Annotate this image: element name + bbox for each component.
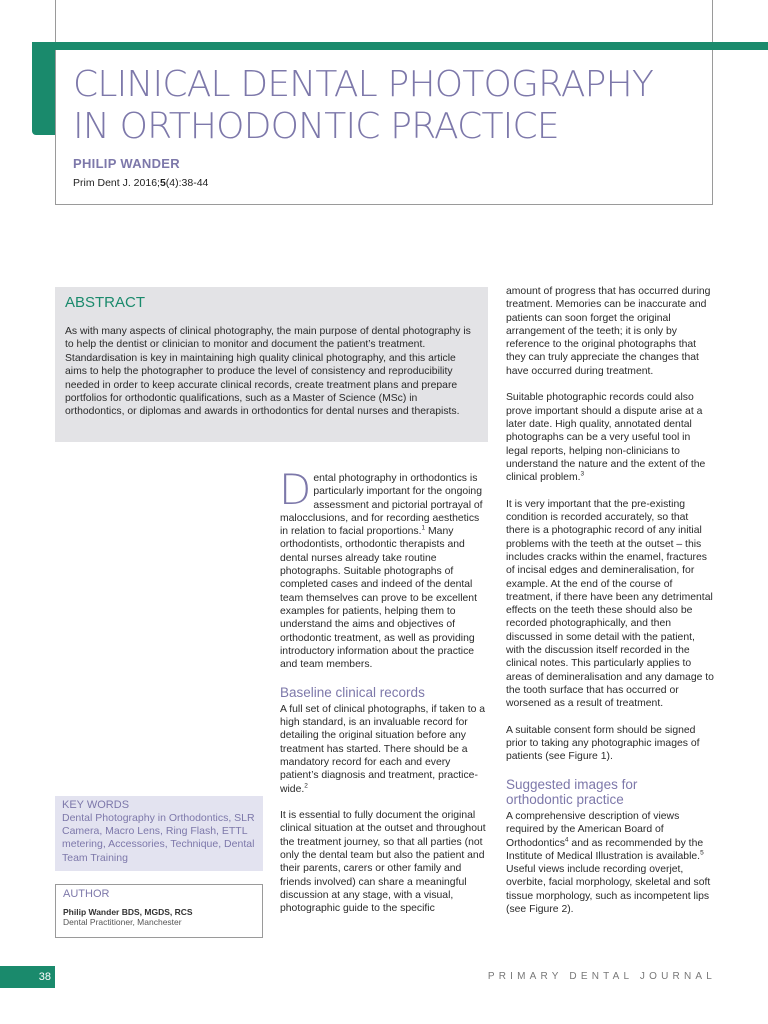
header-frame-left [55, 0, 56, 205]
suggested-heading-line-1: Suggested images for [506, 776, 638, 792]
article-citation [73, 177, 208, 189]
article-title-line-2: IN ORTHODONTIC PRACTICE [73, 106, 559, 147]
essential-paragraph: It is essential to fully document the original clinical situation at the outset and throughout the treatment journey, so that all parties (not only the dental team but also the patient and their parents, carers or other family and friends involved) can share a meaningful discussion at any stage, with a visual, photographic guide to the specific [280, 810, 486, 915]
keywords-panel [55, 796, 263, 871]
records-text: Suitable photographic records could also prove important should a dispute arise at a later date. High quality, annotated dental photographs can be a very useful tool in legal reports, helping non-clinicians to understand the nature and the extent of the clinical problem. [506, 392, 706, 484]
progress-paragraph: amount of progress that has occurred during treatment. Memories can be inaccurate and patients can soon forget the original arrangement of the teeth; it is only by reference to the original photographs that they can truly appreciate the changes that have occurred during treatment. [506, 286, 711, 377]
intro-paragraph [279, 465, 488, 671]
dropcap-letter: D [279, 465, 312, 514]
intro-text-a: ental photography in orthodontics is particularly important for the ongoing assessment and pictorial portrayal of malocclusions, and for recording aesthetics in relation to facial proportions. [280, 473, 483, 538]
author-panel [55, 884, 263, 938]
page-number: 38 [0, 966, 55, 988]
author-panel-heading: AUTHOR [63, 888, 110, 900]
article-author: PHILIP WANDER [73, 156, 180, 171]
suggested-text-b: and as recommended by the Institute of Medical Illustration is available. [506, 837, 704, 862]
baseline-paragraph [280, 703, 488, 796]
preexisting-paragraph: It is very important that the pre-existing condition is recorded accurately, so that there is a photographic record of any initial problems with the teeth at the outset – this includes cracks within the enamel, fractures of incisal edges and demineralisation, for example. At the end of the course of treatment, if there have been any detrimental effects on the teeth these should also be recorded photographically, and then discussed in some detail with the patient, with the discussion itself recorded in the clinical notes. This particularly applies to areas of demineralisation and any damage to the tooth surface that has occurred or worsened as a result of treatment. [506, 498, 714, 710]
intro-text-b: Many orthodontists, orthodontic therapists and dental nurses already take routine photographs. Suitable photographs of completed cases and indeed of the dental team themselves can prove to be excellent examples for patients, helping them to understand the aims and objectives of orthodontic treatment, as well as providing introductory information about the practice and team members. [280, 526, 477, 671]
header-accent-tab [32, 42, 55, 135]
citation-suffix: (4):38-44 [165, 177, 209, 189]
suggested-text-a: A comprehensive description of views required by the American Board of Orthodontics [506, 810, 680, 849]
ref-1: 1 [421, 524, 426, 532]
baseline-text: A full set of clinical photographs, if taken to a high standard, is an invaluable record for detailing the original situation before any treatment has started. There should be a mandatory record for each and every patient’s diagnosis and treatment, practice-wide. [280, 703, 486, 795]
ref-2: 2 [304, 782, 308, 790]
author-panel-role: Dental Practitioner, Manchester [63, 917, 182, 927]
citation-prefix: Prim Dent J. 2016; [73, 177, 160, 189]
article-title-line-1: CLINICAL DENTAL PHOTOGRAPHY [73, 64, 654, 105]
abstract-text: As with many aspects of clinical photography, the main purpose of dental photography is to help the dentist or clinician to monitor and document the patient’s treatment. Standardisation is key in maintaining high quality clinical photography, and this article aims to help the photographer to produce the level of consistency and reproducibility needed in order to keep accurate clinical records, create treatment plans and prepare portfolios for orthodontic qualifications, such as a Master of Science (MSc) in orthodontics, or diplomas and awards in orthodontics for dental nurses and therapists. [65, 326, 471, 418]
suggested-text-c: Useful views include recording overjet, overbite, facial morphology, skeletal and soft tissue morphology, such as incompetent lips (see Figure 2). [506, 864, 711, 916]
keywords-heading: KEY WORDS [62, 799, 130, 811]
author-panel-name: Philip Wander BDS, MGDS, RCS [63, 907, 193, 917]
body-column-right [506, 285, 714, 930]
ref-3: 3 [580, 470, 585, 478]
ref-4: 4 [564, 836, 569, 844]
records-paragraph [506, 391, 714, 484]
header-frame-right [712, 0, 713, 205]
header-frame-bottom [55, 204, 713, 205]
ref-5: 5 [700, 849, 704, 857]
suggested-paragraph [506, 810, 714, 916]
body-column-left [279, 465, 488, 929]
keywords-text: Dental Photography in Orthodontics, SLR Camera, Macro Lens, Ring Flash, ETTL metering, Accessories, Technique, Dental Team Training [62, 812, 255, 864]
article-title [73, 64, 703, 148]
abstract-panel [55, 287, 488, 442]
heading-baseline-records: Baseline clinical records [280, 684, 425, 700]
consent-paragraph: A suitable consent form should be signed prior to taking any photographic images of patients (see Figure 1). [506, 724, 700, 763]
citation-volume: 5 [159, 177, 166, 189]
header-accent-bar [32, 42, 768, 50]
suggested-heading-line-2: orthodontic practice [506, 791, 624, 807]
heading-suggested-images [506, 777, 714, 807]
journal-name: PRIMARY DENTAL JOURNAL [487, 971, 716, 982]
abstract-heading: ABSTRACT [65, 294, 146, 311]
